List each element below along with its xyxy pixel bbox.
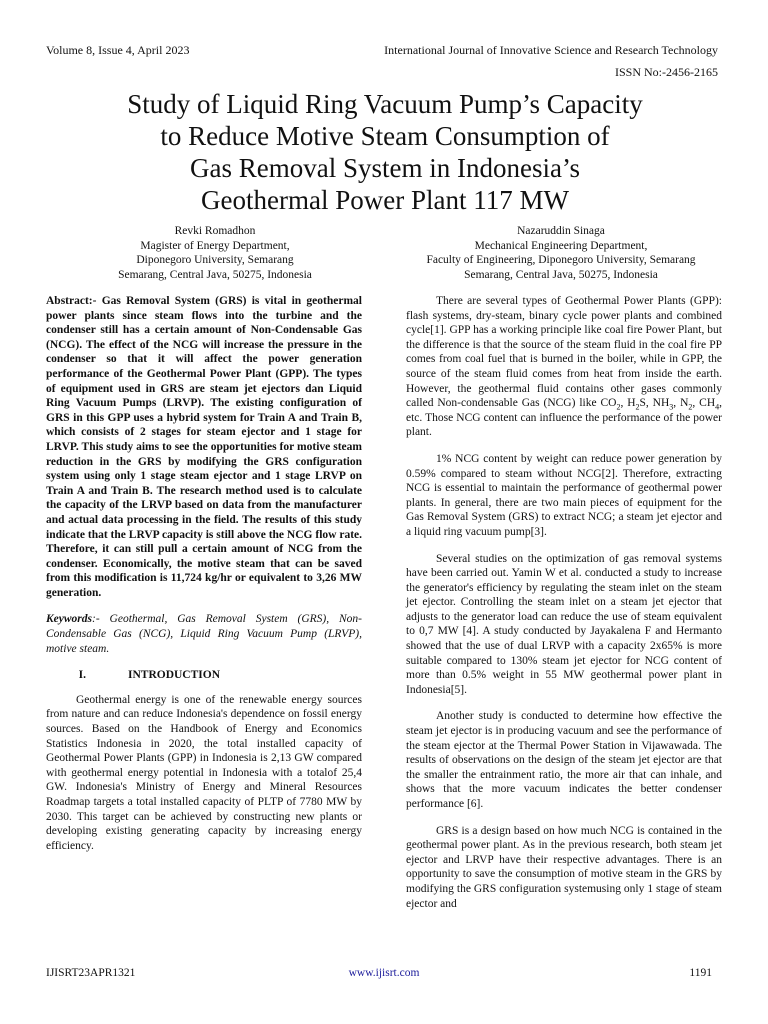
- text-run: S, NH: [639, 397, 670, 410]
- text-run: There are several types of Geothermal Power Plants (GPP): flash systems, dry-steam, binary cycle power plants and combined cycle[1]. GPP has a working principle like coal fire Power Plant, but the difference is that the source of the steam fluid in the coal fire PP comes from coal fuel that is burned in the boiler, while in GPP, the source of the steam fluid comes from heat from inside the earth. However, the geothermal fluid contains other gases commonly called Non-condensable Gas (NCG) like CO: [406, 295, 722, 410]
- issn: ISSN No:-2456-2165: [614, 65, 718, 79]
- author-name: Nazaruddin Sinaga: [517, 225, 605, 237]
- keywords-lead: Keywords: [46, 613, 92, 626]
- title-line: Study of Liquid Ring Vacuum Pump’s Capacity: [127, 89, 643, 119]
- author-block-1: [50, 224, 380, 282]
- journal-name: International Journal of Innovative Science and Research Technology: [384, 43, 718, 57]
- subscript: 4: [715, 402, 720, 412]
- paper-title: [40, 88, 730, 216]
- author-org: Diponegoro University, Semarang: [136, 254, 294, 266]
- author-address: Semarang, Central Java, 50275, Indonesia: [464, 268, 658, 281]
- volume-issue: Volume 8, Issue 4, April 2023: [46, 43, 190, 57]
- title-line: Geothermal Power Plant 117 MW: [201, 185, 569, 215]
- title-line: to Reduce Motive Steam Consumption of: [160, 121, 610, 151]
- author-name: Revki Romadhon: [174, 225, 256, 237]
- grs-design-paragraph: GRS is a design based on how much NCG is contained in the geothermal power plant. As in the previous research, both steam jet ejector and LRVP have their respective advantages. There is an opportunity to save the consumption of motive steam in the GRS by modifying the GRS configuration systemusing only 1 stage of steam ejector and: [406, 824, 722, 910]
- subscript: 3: [669, 402, 674, 412]
- website-link[interactable]: www.ijisrt.com: [348, 967, 420, 979]
- author-block-2: [396, 224, 726, 282]
- left-column: [46, 294, 362, 865]
- keywords-text: :- Geothermal, Gas Removal System (GRS), Non-Condensable Gas (NCG), Liquid Ring Vacuum Pump (LRVP), motive steam.: [46, 613, 362, 655]
- text-run: , CH: [692, 397, 716, 410]
- subscript: 2: [635, 402, 640, 412]
- author-dept: Magister of Energy Department,: [140, 239, 290, 252]
- studies-paragraph: Several studies on the optimization of gas removal systems have been carried out. Yamin W et al. conducted a study to increase the generator's efficiency by regulating the steam inlet on the steam jet ejector. Controlling the steam inlet on a steam jet ejector that adjusts to the generator load can reduce the use of steam equivalent to 0,7 MW [4]. A study conducted by Jayakalena F and Hermanto showed that the use of dual LRVP with a capacity 2x65% is more suitable compared to 130% steam jet ejector for NCG content of more than 0.5% weight in 55 MW geothermal power plant in Indonesia[5].: [406, 552, 722, 696]
- author-dept: Mechanical Engineering Department,: [474, 239, 648, 252]
- article-code: IJISRT23APR1321: [46, 967, 136, 979]
- author-org: Faculty of Engineering, Diponegoro University, Semarang: [426, 254, 696, 266]
- ncg-content-paragraph: 1% NCG content by weight can reduce power generation by 0.59% compared to steam without NCG[2]. Therefore, extracting NCG is essential to maintain the performance of geothermal power plants. In general, there are two main pieces of equipment for the Gas Removal System (GRS) to extract NCG; a steam jet ejector and a liquid ring vacuum pump[3].: [406, 452, 722, 538]
- section-heading: [46, 668, 362, 683]
- section-number: I.: [78, 669, 86, 682]
- keywords: [46, 612, 362, 656]
- subscript: 2: [616, 402, 621, 412]
- right-column: [406, 294, 722, 923]
- gpp-types-paragraph: [406, 294, 722, 440]
- author-address: Semarang, Central Java, 50275, Indonesia: [118, 268, 312, 281]
- page-number: 1191: [689, 967, 712, 979]
- text-run: , etc. Those NCG content can influence the performance of the power plant.: [406, 397, 722, 439]
- intro-paragraph: Geothermal energy is one of the renewable energy sources from nature and can reduce Indonesia's dependence on fossil energy sources. Based on the Handbook of Energy and Economics Statistics Indonesia in 2020, the total installed capacity of Geothermal Power Plants (GPP) in Indonesia is 2,13 GW compared with geothermal energy potential in Indonesia with a totalof 25,4 GW. Indonesia's Ministry of Energy and Mineral Resources Roadmap targets a total installed capacity of PLTP of 7780 MW by 2030. This target can be achieved by constructing new plants or developing existing generating capacity by increasing energy efficiency.: [46, 693, 362, 852]
- text-run: , N: [673, 397, 689, 410]
- text-run: , H: [620, 397, 636, 410]
- title-line: Gas Removal System in Indonesia’s: [190, 153, 580, 183]
- section-title: INTRODUCTION: [128, 669, 221, 682]
- abstract: Abstract:- Gas Removal System (GRS) is vital in geothermal power plants since steam flows into the turbine and the condenser still has a certain amount of Non-Condensable Gas (NCG). The effect of the NCG will increase the pressure in the condenser so that it will affect the power generation performance of the Geothermal Power Plant (GPP). The types of equipment used in GRS are steam jet ejectors dan Liquid Ring Vacuum Pumps (LRVP). The existing configuration of GRS in this GPP uses a hybrid system for Train A and Train B, which consists of 2 stages for steam ejector and 1 stage for LRVP. This study aims to see the opportunities for motive steam reduction in the GRS by modifying the GRS configuration system using only 1 stage steam ejector and 1 stage LRVP on Train A and Train B. The research method used is to calculate the capacity of the LRVP based on data from the manufacturer and actual data processing in the field. The results of this study indicate that the LRVP capacity is still above the NCG flow rate. Therefore, it can still pull a certain amount of NCG from the condenser. Economically, the motive steam that can be saved from this modification is 11,724 kg/hr or equivalent to 3,26 MW generation.: [46, 295, 362, 599]
- subscript: 2: [688, 402, 693, 412]
- ejector-study-paragraph: Another study is conducted to determine how effective the steam jet ejector is in producing vacuum and see the performance of the steam ejector at the Thermal Power Station in Vijawawada. The results of observations on the design of the steam jet ejector are that the smaller the entrainment ratio, the more air that can inhale, and shows that the more vacuum indicates the better condenser performance [6].: [406, 710, 722, 810]
